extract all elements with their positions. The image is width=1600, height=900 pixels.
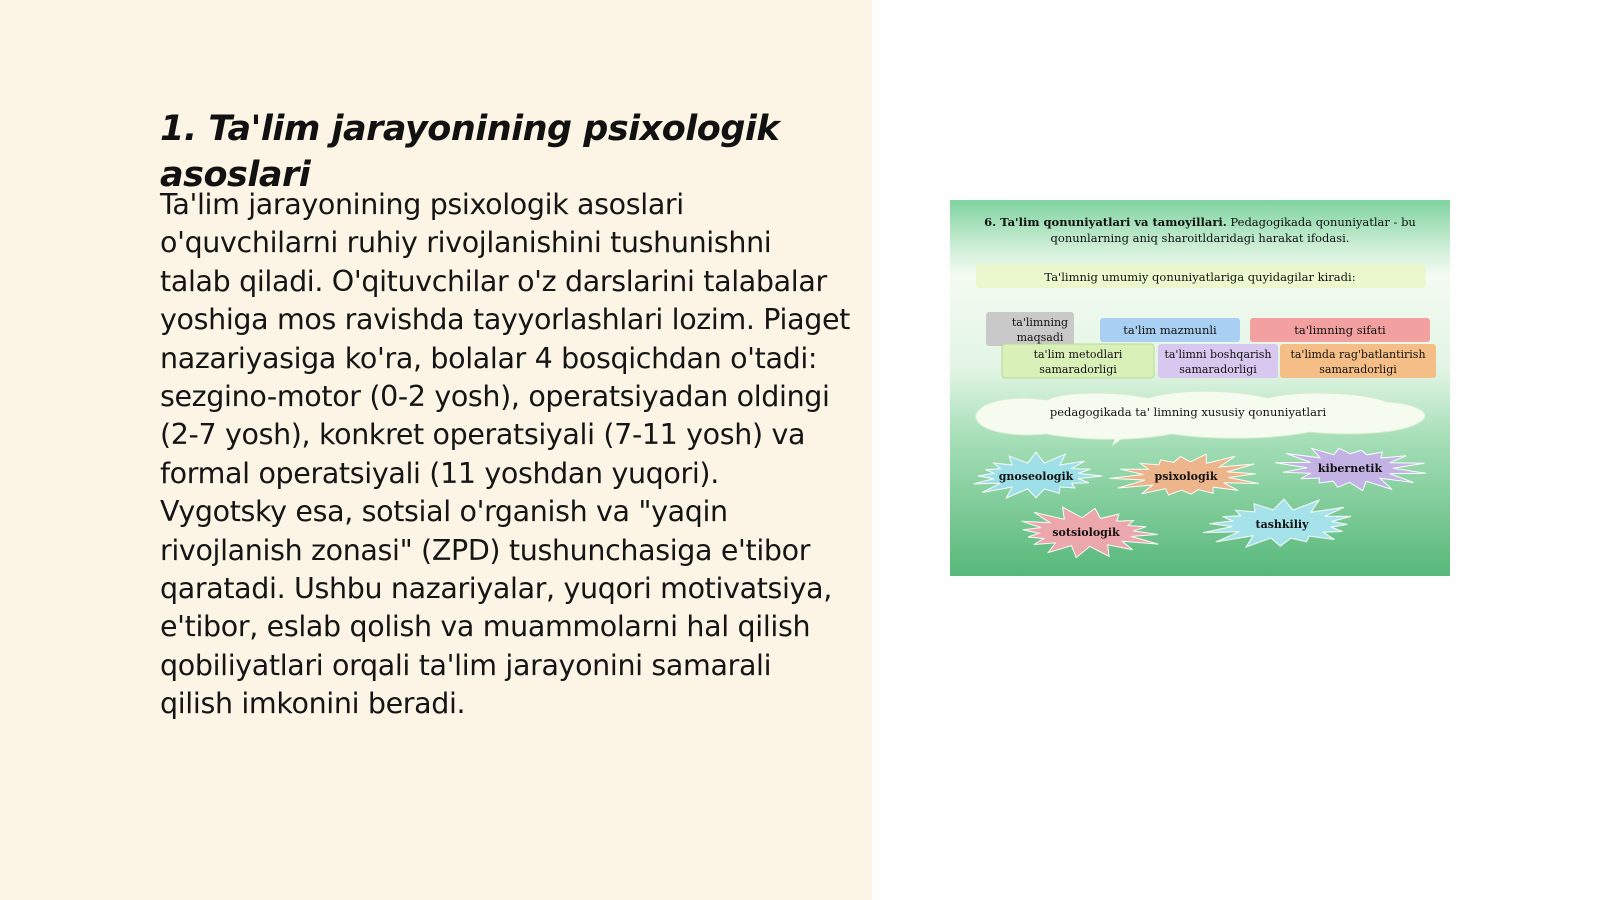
- diagram-background: [950, 200, 1450, 576]
- box-boshqarish-line1: ta'limni boshqarish: [1164, 348, 1272, 361]
- slide-title: 1. Ta'lim jarayonining psixologik asoslari: [160, 109, 780, 195]
- slide-body-text: Ta'lim jarayonining psixologik asoslari o'quvchilarni ruhiy rivojlanishini tushunishni talab qiladi. O'qituvchilar o'z darslarini talabalar yoshiga mos ravishda tayyorlashlari lozim. Piaget nazariyasiga ko'ra, bolalar 4 bosqichdan o'tadi: sezgino-motor (0-2 yosh), operatsiyadan oldingi (2-7 yosh), konkret operatsiyali (7-11 yosh) va formal operatsiyali (11 yoshdan yuqori). Vygotsky esa, sotsial o'rganish va "yaqin rivojlanish zonasi" (ZPD) tushunchasiga e'tibor qaratadi. Ushbu nazariyalar, yuqori motivatsiya, e'tibor, eslab qolish va muammolarni hal qilish qobiliyatlari orqali ta'lim jarayonini samarali qilish imkonini beradi.: [160, 188, 850, 721]
- box-ragbatlantirish-line1: ta'limda rag'batlantirish: [1290, 348, 1426, 361]
- star-kibernetik-label: kibernetik: [1317, 462, 1383, 475]
- box-metodlari-line1: ta'lim metodlari: [1033, 348, 1123, 361]
- box-maqsadi-line1: ta'limning: [1011, 316, 1069, 329]
- box-boshqarish-line2: samaradorligi: [1179, 363, 1257, 376]
- star-tashkiliy-label: tashkiliy: [1255, 518, 1309, 531]
- diagram-heading-line1: 6. Ta'lim qonuniyatlari va tamoyillari. Pedagogikada qonuniyatlar - bu: [984, 215, 1416, 229]
- box-maqsadi-line2: maqsadi: [1016, 331, 1064, 344]
- principles-diagram: [950, 200, 1450, 576]
- box-ragbatlantirish-line2: samaradorligi: [1319, 363, 1397, 376]
- box-metodlari-line2: samaradorligi: [1039, 363, 1117, 376]
- general-label: Ta'limnig umumiy qonuniyatlariga quyidagilar kiradi:: [1044, 270, 1356, 284]
- star-gnoseologik-label: gnoseologik: [998, 470, 1074, 483]
- star-psixologik-label: psixologik: [1154, 470, 1218, 483]
- star-sotsiologik-label: sotsiologik: [1052, 526, 1120, 539]
- box-mazmunli-label: ta'lim mazmunli: [1123, 323, 1217, 337]
- special-label: pedagogikada ta' limning xususiy qonuniyatlari: [1049, 405, 1327, 419]
- box-sifati-label: ta'limning sifati: [1294, 323, 1386, 337]
- principles-diagram-image: [950, 200, 1450, 576]
- diagram-heading-line2: qonunlarning aniq sharoitldaridagi harakat ifodasi.: [1050, 231, 1350, 245]
